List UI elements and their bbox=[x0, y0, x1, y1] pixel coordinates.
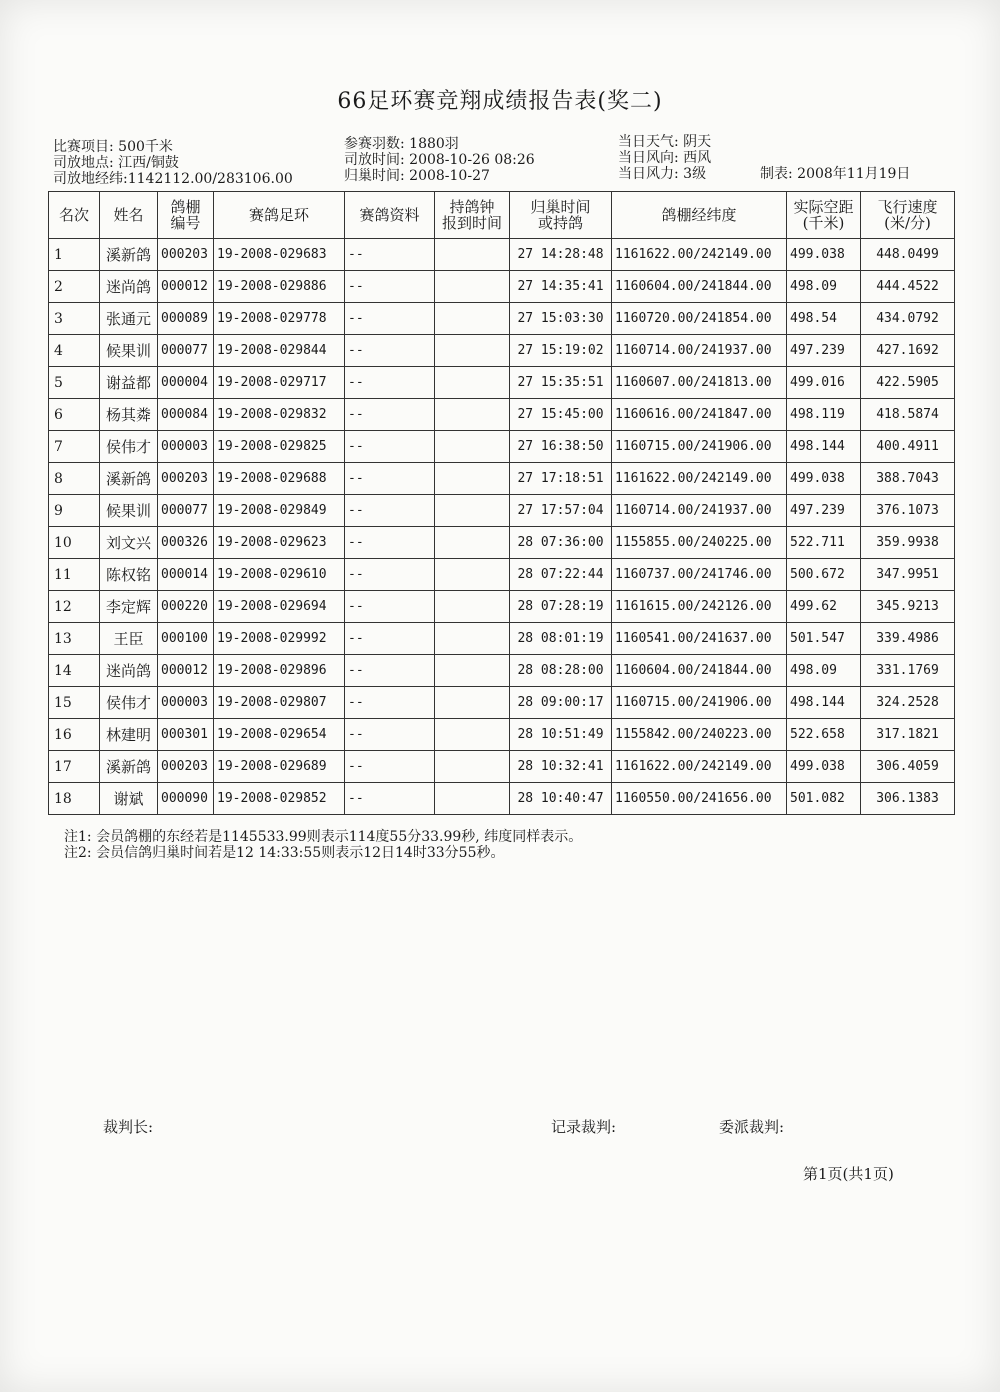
arrival-time-cell: 27 16:38:50 bbox=[510, 431, 612, 463]
speed-cell: 345.9213 bbox=[861, 591, 955, 623]
clock-time-cell bbox=[435, 367, 510, 399]
ring-number-cell: 19-2008-029778 bbox=[214, 303, 345, 335]
arrival-time-cell: 28 08:01:19 bbox=[510, 623, 612, 655]
rank-cell: 12 bbox=[49, 591, 100, 623]
speed-cell: 434.0792 bbox=[861, 303, 955, 335]
meta-coords: 司放地经纬:1142112.00/283106.00 bbox=[53, 171, 293, 187]
clock-time-cell bbox=[435, 399, 510, 431]
meta-release-time: 司放时间: 2008-10-26 08:26 bbox=[344, 152, 535, 168]
rank-cell: 17 bbox=[49, 751, 100, 783]
distance-cell: 497.239 bbox=[787, 495, 861, 527]
distance-cell: 499.016 bbox=[787, 367, 861, 399]
loft-lonlat-cell: 1160604.00/241844.00 bbox=[612, 271, 787, 303]
name-cell: 溪新鸽 bbox=[100, 463, 158, 495]
distance-cell: 498.09 bbox=[787, 655, 861, 687]
meta-weather: 当日天气: 阴天 bbox=[618, 134, 712, 150]
ring-number-cell: 19-2008-029689 bbox=[214, 751, 345, 783]
report-title: 66足环赛竞翔成绩报告表(奖二) bbox=[337, 89, 663, 114]
rank-cell: 9 bbox=[49, 495, 100, 527]
meta-made-date: 制表: 2008年11月19日 bbox=[760, 166, 911, 182]
ring-number-cell: 19-2008-029992 bbox=[214, 623, 345, 655]
name-cell: 王臣 bbox=[100, 623, 158, 655]
loft-number-cell: 000326 bbox=[158, 527, 214, 559]
rank-cell: 6 bbox=[49, 399, 100, 431]
ring-number-cell: 19-2008-029610 bbox=[214, 559, 345, 591]
loft-number-cell: 000012 bbox=[158, 271, 214, 303]
loft-number-cell: 000203 bbox=[158, 751, 214, 783]
table-row bbox=[49, 559, 955, 591]
ring-number-cell: 19-2008-029886 bbox=[214, 271, 345, 303]
loft-lonlat-cell: 1160714.00/241937.00 bbox=[612, 335, 787, 367]
name-cell: 杨其粦 bbox=[100, 399, 158, 431]
header-speed: 飞行速度 (米/分) bbox=[861, 192, 955, 239]
clock-time-cell bbox=[435, 303, 510, 335]
name-cell: 张通元 bbox=[100, 303, 158, 335]
arrival-time-cell: 27 17:57:04 bbox=[510, 495, 612, 527]
speed-cell: 448.0499 bbox=[861, 239, 955, 271]
ring-number-cell: 19-2008-029688 bbox=[214, 463, 345, 495]
loft-number-cell: 000084 bbox=[158, 399, 214, 431]
rank-cell: 5 bbox=[49, 367, 100, 399]
speed-cell: 324.2528 bbox=[861, 687, 955, 719]
pigeon-info-cell: -- bbox=[345, 367, 435, 399]
arrival-time-cell: 28 07:28:19 bbox=[510, 591, 612, 623]
loft-lonlat-cell: 1160541.00/241637.00 bbox=[612, 623, 787, 655]
speed-cell: 418.5874 bbox=[861, 399, 955, 431]
clock-time-cell bbox=[435, 431, 510, 463]
name-cell: 迷尚鸽 bbox=[100, 271, 158, 303]
distance-cell: 501.547 bbox=[787, 623, 861, 655]
clock-time-cell bbox=[435, 751, 510, 783]
note-1: 注1: 会员鸽棚的东经若是1145533.99则表示114度55分33.99秒, 纬度同样表示。 bbox=[64, 829, 583, 845]
speed-cell: 359.9938 bbox=[861, 527, 955, 559]
ring-number-cell: 19-2008-029694 bbox=[214, 591, 345, 623]
speed-cell: 422.5905 bbox=[861, 367, 955, 399]
loft-number-cell: 000077 bbox=[158, 495, 214, 527]
loft-lonlat-cell: 1160715.00/241906.00 bbox=[612, 687, 787, 719]
table-row bbox=[49, 399, 955, 431]
loft-lonlat-cell: 1161622.00/242149.00 bbox=[612, 239, 787, 271]
arrival-time-cell: 27 17:18:51 bbox=[510, 463, 612, 495]
distance-cell: 499.038 bbox=[787, 463, 861, 495]
arrival-time-cell: 27 15:19:02 bbox=[510, 335, 612, 367]
name-cell: 陈权铭 bbox=[100, 559, 158, 591]
speed-cell: 339.4986 bbox=[861, 623, 955, 655]
table-row bbox=[49, 655, 955, 687]
arrival-time-cell: 27 15:03:30 bbox=[510, 303, 612, 335]
rank-cell: 10 bbox=[49, 527, 100, 559]
arrival-time-cell: 28 09:00:17 bbox=[510, 687, 612, 719]
distance-cell: 498.119 bbox=[787, 399, 861, 431]
loft-number-cell: 000077 bbox=[158, 335, 214, 367]
table-row bbox=[49, 495, 955, 527]
distance-cell: 499.62 bbox=[787, 591, 861, 623]
distance-cell: 499.038 bbox=[787, 239, 861, 271]
header-distance: 实际空距 (千米) bbox=[787, 192, 861, 239]
clock-time-cell bbox=[435, 623, 510, 655]
header-loft: 鸽棚 编号 bbox=[158, 192, 214, 239]
arrival-time-cell: 28 10:51:49 bbox=[510, 719, 612, 751]
name-cell: 谢斌 bbox=[100, 783, 158, 815]
loft-number-cell: 000100 bbox=[158, 623, 214, 655]
pigeon-info-cell: -- bbox=[345, 303, 435, 335]
pigeon-info-cell: -- bbox=[345, 783, 435, 815]
loft-lonlat-cell: 1160720.00/241854.00 bbox=[612, 303, 787, 335]
clock-time-cell bbox=[435, 559, 510, 591]
table-row bbox=[49, 751, 955, 783]
arrival-time-cell: 28 08:28:00 bbox=[510, 655, 612, 687]
arrival-time-cell: 28 07:22:44 bbox=[510, 559, 612, 591]
name-cell: 林建明 bbox=[100, 719, 158, 751]
rank-cell: 13 bbox=[49, 623, 100, 655]
ring-number-cell: 19-2008-029807 bbox=[214, 687, 345, 719]
name-cell: 溪新鸽 bbox=[100, 751, 158, 783]
loft-lonlat-cell: 1160604.00/241844.00 bbox=[612, 655, 787, 687]
loft-number-cell: 000003 bbox=[158, 687, 214, 719]
loft-number-cell: 000012 bbox=[158, 655, 214, 687]
speed-cell: 427.1692 bbox=[861, 335, 955, 367]
pigeon-info-cell: -- bbox=[345, 463, 435, 495]
rank-cell: 16 bbox=[49, 719, 100, 751]
pigeon-info-cell: -- bbox=[345, 655, 435, 687]
distance-cell: 522.658 bbox=[787, 719, 861, 751]
table-row bbox=[49, 783, 955, 815]
rank-cell: 11 bbox=[49, 559, 100, 591]
meta-return-time: 归巢时间: 2008-10-27 bbox=[344, 168, 490, 184]
loft-lonlat-cell: 1160607.00/241813.00 bbox=[612, 367, 787, 399]
clock-time-cell bbox=[435, 591, 510, 623]
pigeon-info-cell: -- bbox=[345, 623, 435, 655]
rank-cell: 18 bbox=[49, 783, 100, 815]
rank-cell: 7 bbox=[49, 431, 100, 463]
rank-cell: 14 bbox=[49, 655, 100, 687]
table-row bbox=[49, 463, 955, 495]
rank-cell: 2 bbox=[49, 271, 100, 303]
rank-cell: 3 bbox=[49, 303, 100, 335]
loft-lonlat-cell: 1161622.00/242149.00 bbox=[612, 463, 787, 495]
table-row bbox=[49, 239, 955, 271]
ring-number-cell: 19-2008-029832 bbox=[214, 399, 345, 431]
arrival-time-cell: 28 07:36:00 bbox=[510, 527, 612, 559]
loft-number-cell: 000090 bbox=[158, 783, 214, 815]
distance-cell: 500.672 bbox=[787, 559, 861, 591]
delegate-judge-label: 委派裁判: bbox=[719, 1118, 785, 1136]
pigeon-info-cell: -- bbox=[345, 591, 435, 623]
clock-time-cell bbox=[435, 783, 510, 815]
rank-cell: 8 bbox=[49, 463, 100, 495]
table-row bbox=[49, 719, 955, 751]
header-rank: 名次 bbox=[49, 192, 100, 239]
loft-number-cell: 000003 bbox=[158, 431, 214, 463]
ring-number-cell: 19-2008-029654 bbox=[214, 719, 345, 751]
arrival-time-cell: 27 14:35:41 bbox=[510, 271, 612, 303]
loft-number-cell: 000301 bbox=[158, 719, 214, 751]
rank-cell: 15 bbox=[49, 687, 100, 719]
speed-cell: 388.7043 bbox=[861, 463, 955, 495]
clock-time-cell bbox=[435, 239, 510, 271]
meta-location: 司放地点: 江西/铜鼓 bbox=[53, 155, 179, 171]
loft-number-cell: 000203 bbox=[158, 463, 214, 495]
loft-lonlat-cell: 1161622.00/242149.00 bbox=[612, 751, 787, 783]
table-row bbox=[49, 623, 955, 655]
clock-time-cell bbox=[435, 271, 510, 303]
meta-entries: 参赛羽数: 1880羽 bbox=[344, 136, 459, 152]
rank-cell: 4 bbox=[49, 335, 100, 367]
table-row bbox=[49, 687, 955, 719]
speed-cell: 400.4911 bbox=[861, 431, 955, 463]
ring-number-cell: 19-2008-029683 bbox=[214, 239, 345, 271]
results-table bbox=[48, 191, 955, 815]
meta-event: 比赛项目: 500千米 bbox=[53, 139, 173, 155]
loft-lonlat-cell: 1160737.00/241746.00 bbox=[612, 559, 787, 591]
clock-time-cell bbox=[435, 719, 510, 751]
speed-cell: 331.1769 bbox=[861, 655, 955, 687]
loft-number-cell: 000014 bbox=[158, 559, 214, 591]
header-info: 赛鸽资料 bbox=[345, 192, 435, 239]
pigeon-info-cell: -- bbox=[345, 719, 435, 751]
table-row bbox=[49, 271, 955, 303]
ring-number-cell: 19-2008-029852 bbox=[214, 783, 345, 815]
table-row bbox=[49, 367, 955, 399]
loft-lonlat-cell: 1160715.00/241906.00 bbox=[612, 431, 787, 463]
loft-lonlat-cell: 1155842.00/240223.00 bbox=[612, 719, 787, 751]
ring-number-cell: 19-2008-029717 bbox=[214, 367, 345, 399]
clock-time-cell bbox=[435, 495, 510, 527]
distance-cell: 499.038 bbox=[787, 751, 861, 783]
speed-cell: 306.1383 bbox=[861, 783, 955, 815]
name-cell: 候果训 bbox=[100, 335, 158, 367]
pigeon-info-cell: -- bbox=[345, 495, 435, 527]
results-body bbox=[49, 239, 955, 815]
name-cell: 候果训 bbox=[100, 495, 158, 527]
pigeon-info-cell: -- bbox=[345, 751, 435, 783]
note-2: 注2: 会员信鸽归巢时间若是12 14:33:55则表示12日14时33分55秒。 bbox=[64, 845, 505, 861]
table-row bbox=[49, 527, 955, 559]
distance-cell: 498.144 bbox=[787, 431, 861, 463]
distance-cell: 498.09 bbox=[787, 271, 861, 303]
speed-cell: 317.1821 bbox=[861, 719, 955, 751]
header-lonlat: 鸽棚经纬度 bbox=[612, 192, 787, 239]
recorder-judge-label: 记录裁判: bbox=[551, 1118, 617, 1136]
arrival-time-cell: 28 10:40:47 bbox=[510, 783, 612, 815]
pigeon-info-cell: -- bbox=[345, 399, 435, 431]
header-ring: 赛鸽足环 bbox=[214, 192, 345, 239]
ring-number-cell: 19-2008-029623 bbox=[214, 527, 345, 559]
header-arrival: 归巢时间 或持鸽 bbox=[510, 192, 612, 239]
pigeon-info-cell: -- bbox=[345, 431, 435, 463]
rank-cell: 1 bbox=[49, 239, 100, 271]
table-row bbox=[49, 303, 955, 335]
ring-number-cell: 19-2008-029825 bbox=[214, 431, 345, 463]
loft-lonlat-cell: 1155855.00/240225.00 bbox=[612, 527, 787, 559]
distance-cell: 501.082 bbox=[787, 783, 861, 815]
name-cell: 谢益都 bbox=[100, 367, 158, 399]
name-cell: 侯伟才 bbox=[100, 431, 158, 463]
loft-lonlat-cell: 1160616.00/241847.00 bbox=[612, 399, 787, 431]
distance-cell: 522.711 bbox=[787, 527, 861, 559]
arrival-time-cell: 27 14:28:48 bbox=[510, 239, 612, 271]
clock-time-cell bbox=[435, 335, 510, 367]
loft-lonlat-cell: 1161615.00/242126.00 bbox=[612, 591, 787, 623]
pigeon-info-cell: -- bbox=[345, 239, 435, 271]
table-header-row bbox=[49, 192, 955, 239]
pigeon-info-cell: -- bbox=[345, 271, 435, 303]
table-row bbox=[49, 431, 955, 463]
loft-number-cell: 000004 bbox=[158, 367, 214, 399]
ring-number-cell: 19-2008-029849 bbox=[214, 495, 345, 527]
loft-lonlat-cell: 1160714.00/241937.00 bbox=[612, 495, 787, 527]
name-cell: 李定辉 bbox=[100, 591, 158, 623]
clock-time-cell bbox=[435, 655, 510, 687]
page-number: 第1页(共1页) bbox=[803, 1165, 894, 1183]
name-cell: 溪新鸽 bbox=[100, 239, 158, 271]
loft-number-cell: 000203 bbox=[158, 239, 214, 271]
speed-cell: 306.4059 bbox=[861, 751, 955, 783]
pigeon-info-cell: -- bbox=[345, 335, 435, 367]
arrival-time-cell: 28 10:32:41 bbox=[510, 751, 612, 783]
arrival-time-cell: 27 15:45:00 bbox=[510, 399, 612, 431]
speed-cell: 347.9951 bbox=[861, 559, 955, 591]
pigeon-info-cell: -- bbox=[345, 687, 435, 719]
pigeon-info-cell: -- bbox=[345, 559, 435, 591]
ring-number-cell: 19-2008-029844 bbox=[214, 335, 345, 367]
speed-cell: 376.1073 bbox=[861, 495, 955, 527]
ring-number-cell: 19-2008-029896 bbox=[214, 655, 345, 687]
notes bbox=[64, 829, 582, 861]
loft-number-cell: 000220 bbox=[158, 591, 214, 623]
table-row bbox=[49, 335, 955, 367]
header-name: 姓名 bbox=[100, 192, 158, 239]
arrival-time-cell: 27 15:35:51 bbox=[510, 367, 612, 399]
name-cell: 侯伟才 bbox=[100, 687, 158, 719]
clock-time-cell bbox=[435, 463, 510, 495]
pigeon-info-cell: -- bbox=[345, 527, 435, 559]
distance-cell: 497.239 bbox=[787, 335, 861, 367]
distance-cell: 498.144 bbox=[787, 687, 861, 719]
header-clock: 持鸽钟 报到时间 bbox=[435, 192, 510, 239]
distance-cell: 498.54 bbox=[787, 303, 861, 335]
clock-time-cell bbox=[435, 687, 510, 719]
meta-wind-direction: 当日风向: 西风 bbox=[618, 150, 712, 166]
name-cell: 刘文兴 bbox=[100, 527, 158, 559]
table-row bbox=[49, 591, 955, 623]
chief-judge-label: 裁判长: bbox=[103, 1118, 154, 1136]
clock-time-cell bbox=[435, 527, 510, 559]
name-cell: 迷尚鸽 bbox=[100, 655, 158, 687]
speed-cell: 444.4522 bbox=[861, 271, 955, 303]
loft-number-cell: 000089 bbox=[158, 303, 214, 335]
meta-wind-force: 当日风力: 3级 bbox=[618, 166, 707, 182]
loft-lonlat-cell: 1160550.00/241656.00 bbox=[612, 783, 787, 815]
